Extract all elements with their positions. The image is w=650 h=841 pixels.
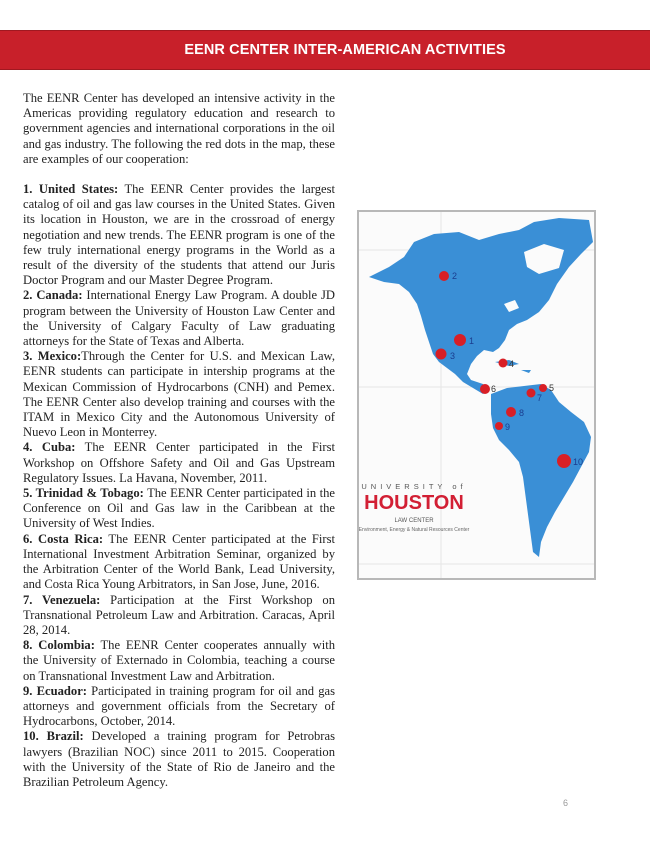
- svg-text:7: 7: [537, 393, 543, 403]
- section-header-bar: [0, 30, 650, 70]
- item-text: The EENR Center participated in the Conference on Oil and Gas law in the Caribbean at the University of West Indies.: [23, 486, 335, 531]
- country-item-trinidad-tobago: [23, 486, 335, 532]
- south-america-landmass: [491, 384, 591, 557]
- item-text: Through the Center for U.S. and Mexican Law, EENR students can participate in intership programs at the Mexican Commission of Hydrocarbons (CNH) and Pemex. The EENR Center also develop training and courses with the ITAM in Mexico City and the Autonomous University of Nuevo Leon in Monterrey.: [23, 349, 335, 440]
- north-america-landmass: [369, 218, 593, 394]
- country-item-brazil: [23, 729, 335, 790]
- item-label: 2. Canada:: [23, 288, 83, 303]
- country-item-canada: [23, 288, 335, 349]
- country-item-venezuela: [23, 593, 335, 639]
- section-title: EENR CENTER INTER-AMERICAN ACTIVITIES: [184, 42, 506, 58]
- page-number: 6: [563, 798, 569, 808]
- logo-university-of: UNIVERSITY of: [361, 482, 467, 491]
- item-text: Developed a training program for Petrobras lawyers (Brazilian NOC) since 2011 to 2015. Cooperation with the University of the State of Rio de Janeiro and the Brazilian Petroleum Agency.: [23, 729, 335, 789]
- svg-text:3: 3: [450, 351, 456, 361]
- country-item-mexico: [23, 349, 335, 440]
- body-text-column: [23, 91, 335, 790]
- item-label: 3. Mexico:: [23, 349, 82, 364]
- svg-text:9: 9: [505, 422, 511, 432]
- item-label: 6. Costa Rica:: [23, 531, 104, 546]
- logo-subtitle: Environment, Energy & Natural Resources Center: [359, 527, 470, 533]
- country-item-colombia: [23, 638, 335, 684]
- svg-text:5: 5: [549, 383, 555, 393]
- item-text: The EENR Center provides the largest catalog of oil and gas law courses in the United States. Given its location in Houston, we are in the crossroad of energy negotiation and new trends. The EENR program is one of the few truly international energy programs in the World as a result of the diversity of the students that attend our Juris Doctor Program and our Master Degree Program.: [23, 182, 335, 288]
- svg-text:8: 8: [519, 408, 525, 418]
- item-label: 5. Trinidad & Tobago:: [23, 486, 144, 501]
- item-text: The EENR Center cooperates annually with the University of Externado in Colombia, teaching a course on Transnational Investment Law and Arbitration.: [23, 638, 335, 683]
- svg-text:10: 10: [573, 457, 584, 467]
- item-text: Participated in training program for oil and gas attorneys and government officials from the Secretary of Hydrocarbons, October, 2014.: [23, 683, 335, 729]
- svg-text:4: 4: [509, 359, 515, 369]
- item-label: 1. United States:: [23, 182, 119, 197]
- item-label: 9. Ecuador:: [23, 683, 87, 698]
- country-item-ecuador: [23, 684, 335, 730]
- country-item-cuba: [23, 440, 335, 486]
- logo-houston: HOUSTON: [364, 492, 464, 514]
- item-label: 8. Colombia:: [23, 638, 95, 653]
- svg-text:1: 1: [469, 336, 475, 346]
- item-text: The EENR Center participated at the First International Investment Arbitration Seminar, organized by the Arbitration Center of the World Bank, Lead University, and Costa Rica Young Arbitrators, in San Jose, June, 2016.: [23, 531, 335, 592]
- americas-map-image: [357, 210, 596, 580]
- country-item-united-states: [23, 182, 335, 288]
- item-label: 10. Brazil:: [23, 729, 84, 744]
- svg-text:2: 2: [452, 271, 458, 281]
- item-text: International Energy Law Program. A double JD program between the University of Houston Law Center and the University of Calgary Faculty of Law graduating attorneys for the State of Texas and Alberta.: [23, 288, 335, 349]
- country-item-costa-rica: [23, 532, 335, 593]
- item-text: Participation at the First Workshop on Transnational Petroleum Law and Arbitration. Caracas, April 28, 2014.: [23, 592, 335, 637]
- item-text: The EENR Center participated in the First Workshop on Offshore Safety and Oil and Gas Upstream Regulatory Issues. La Havana, November, 2011.: [23, 440, 335, 485]
- university-of-houston-logo: [359, 482, 470, 533]
- intro-paragraph: The EENR Center has developed an intensive activity in the Americas providing regulatory education and research to government agencies and international corporations in the oil and gas industry. The following the red dots in the map, these are examples of our cooperation:: [23, 91, 335, 166]
- item-label: 7. Venezuela:: [23, 592, 101, 607]
- logo-law-center: LAW CENTER: [394, 518, 434, 524]
- americas-map-graphic: [359, 212, 594, 578]
- svg-text:6: 6: [491, 384, 497, 394]
- item-label: 4. Cuba:: [23, 440, 76, 455]
